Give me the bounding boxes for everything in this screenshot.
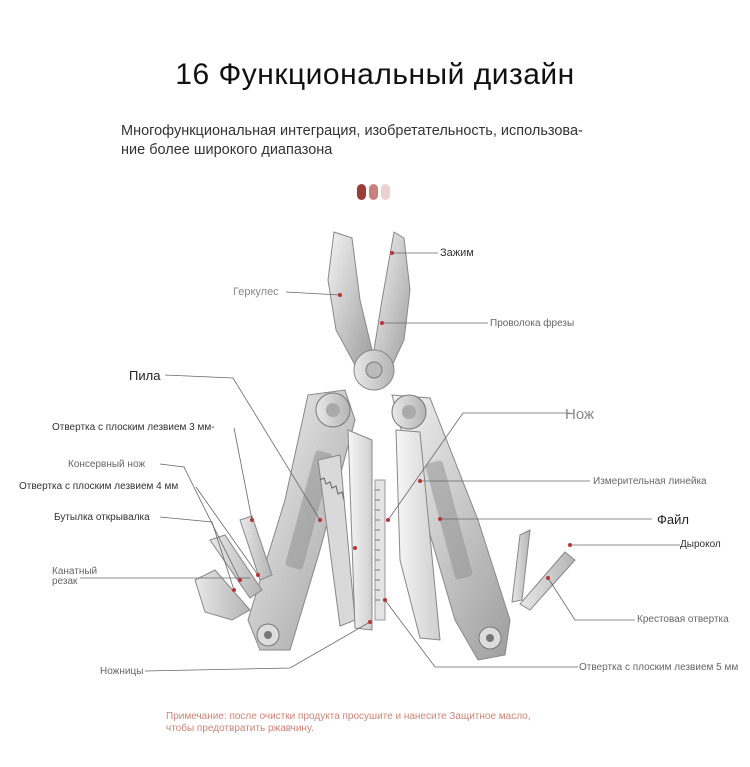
- right-small-tools: [512, 530, 575, 610]
- label-file: Файл: [657, 512, 689, 527]
- page-title: 16 Функциональный дизайн: [175, 58, 575, 91]
- plier-jaws: [328, 232, 410, 390]
- label-wire-cutter: Проволока фрезы: [490, 318, 575, 329]
- label-flat-screwdriver-4mm: Отвертка с плоским лезвием 4 мм: [19, 481, 179, 492]
- page-subtitle: Многофункциональная интеграция, изобретательность, использова- ние более широкого диапазона: [121, 123, 583, 158]
- label-hole-punch: Дырокол: [680, 539, 721, 550]
- label-saw: Пила: [129, 368, 161, 383]
- label-knife: Нож: [565, 406, 595, 423]
- label-phillips-screwdriver: Крестовая отвертка: [637, 614, 729, 625]
- label-flat-screwdriver-3mm: Отвертка с плоским лезвием 3 мм-: [52, 422, 215, 433]
- label-hercules: Геркулес: [233, 286, 279, 298]
- label-scissors: Ножницы: [100, 666, 144, 677]
- label-clamp: Зажим: [440, 247, 474, 259]
- label-bottle-opener: Бутылка открывалка: [54, 512, 150, 523]
- label-ruler: Измерительная линейка: [593, 476, 707, 487]
- label-rope-cutter: Канатный резак: [52, 566, 98, 587]
- care-note: Примечание: после очистки продукта просушите и нанесите Защитное масло, чтобы предотвратить ржавчину.: [166, 711, 531, 734]
- label-can-opener: Консервный нож: [68, 459, 146, 470]
- label-flat-screwdriver-5mm: Отвертка с плоским лезвием 5 мм: [579, 662, 739, 673]
